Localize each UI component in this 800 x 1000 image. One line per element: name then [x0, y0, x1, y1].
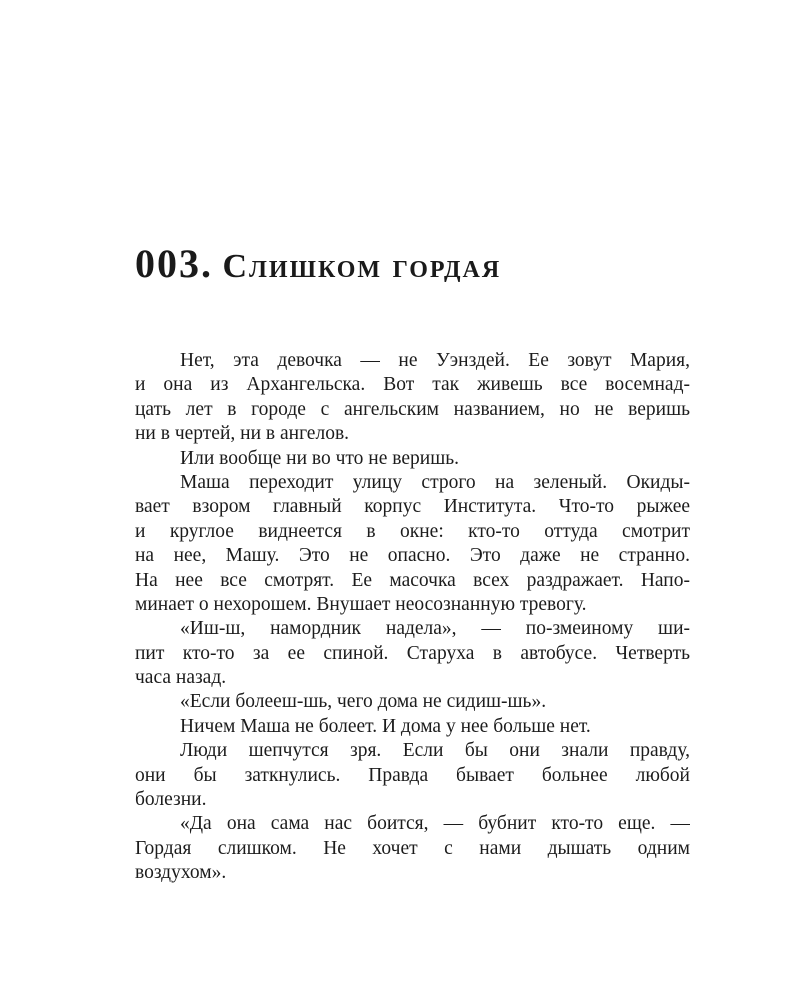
text-line: минает о нехорошем. Внушает неосознанную тревогу.	[135, 593, 587, 615]
text-line: и круглое виднеется в окне: кто-то оттуда смотрит	[135, 520, 690, 542]
chapter-title-text: Слишком гордая	[222, 248, 502, 285]
text-line: вает взором главный корпус Института. Что-то рыжее	[135, 496, 690, 518]
chapter-number: 003.	[135, 241, 213, 286]
text-line: часа назад.	[135, 667, 227, 689]
text-line: Люди шепчутся зря. Если бы они знали правду,	[180, 740, 690, 762]
text-line: пит кто-то за ее спиной. Старуха в автобусе. Четверть	[135, 642, 690, 664]
text-line: Или вообще ни во что не веришь.	[180, 447, 459, 469]
text-line: на нее, Машу. Это не опасно. Это даже не странно.	[135, 545, 690, 567]
text-line: они бы заткнулись. Правда бывает больнее любой	[135, 764, 690, 786]
text-line: «Да она сама нас боится, — бубнит кто-то еще. —	[180, 813, 690, 835]
chapter-body	[135, 349, 690, 886]
text-line: Маша переходит улицу строго на зеленый. Окиды-	[180, 471, 690, 493]
text-line: воздухом».	[135, 862, 227, 884]
text-line: Ничем Маша не болеет. И дома у нее больше нет.	[180, 715, 591, 737]
text-line: и она из Архангельска. Вот так живешь все восемнад-	[135, 374, 690, 396]
text-line: На нее все смотрят. Ее масочка всех раздражает. Напо-	[135, 569, 690, 591]
chapter-title	[135, 240, 501, 291]
text-line: Гордая слишком. Не хочет с нами дышать одним	[135, 837, 690, 859]
text-line: «Иш-ш, намордник надела», — по-змеиному ши-	[180, 618, 690, 640]
text-line: «Если болееш-шь, чего дома не сидиш-шь».	[180, 691, 547, 713]
text-line: цать лет в городе с ангельским названием, но не веришь	[135, 398, 690, 420]
text-line: болезни.	[135, 789, 207, 811]
text-line: ни в чертей, ни в ангелов.	[135, 423, 350, 445]
text-line: Нет, эта девочка — не Уэнздей. Ее зовут Мария,	[180, 350, 690, 371]
